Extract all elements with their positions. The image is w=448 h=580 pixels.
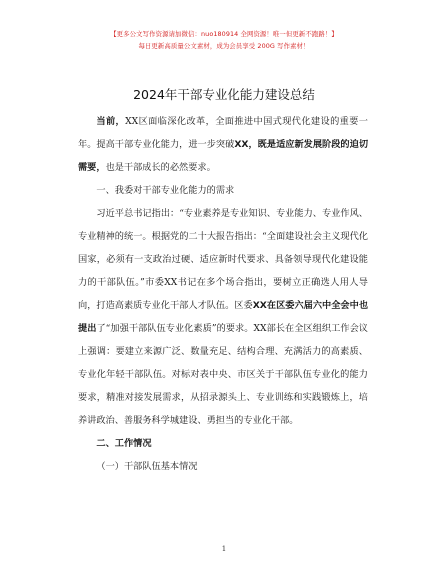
intro-paragraph xyxy=(78,110,368,179)
promo-banner-line-2: 每日更新高质量公文素材，成为会员享受 200G 写作素材！ xyxy=(138,42,310,50)
document-title: 2024年干部专业化能力建设总结 xyxy=(133,87,315,102)
intro-bold-text: XX，既是适 xyxy=(234,139,286,150)
section-heading-2: 二、工作情况 xyxy=(96,438,152,449)
document-body xyxy=(78,110,368,478)
intro-tail-bold-text: 应新发展阶段的迫切需要， xyxy=(78,139,369,173)
section-1-paragraph xyxy=(78,202,368,432)
section-1-bold-text: XX在区委六届六中全会中也提出 xyxy=(78,300,369,334)
intro-lead: 当前， xyxy=(96,116,126,127)
section-1-tail-text: 了“加强干部队伍专业化素质”的要求。XX部长在全区组织工作会议上强调：要建立来源广泛、数量充足、结构合理、充满活力的高素质、专业化年轻干部队伍。对标对表中央、市区关于干部队伍专业化的能力要求，精准对接发展需求，从招录源头上、专业训练和实践锻炼上，培养讲政治、善服务科学城建设、勇担当的专业化干部。 xyxy=(78,323,368,426)
intro-tail-text: 也是干部成长的必然要求。 xyxy=(105,162,216,173)
subsection-heading-1: （一）干部队伍基本情况 xyxy=(96,461,198,472)
section-1-text: 习近平总书记指出：“专业素养是专业知识、专业能力、专业作风、专业精神的统一。根据党的二十大报告指出：“全面建设社会主义现代化国家，必须有一支政治过硬、适应新时代要求、具备领导现代化建设能力的干部队伍。”市委XX书记在多个场合指出，要树立正确选人用人导向，打造高素质专业化干部人才队伍。区委 xyxy=(78,208,368,311)
page-number: 1 xyxy=(221,545,227,553)
section-heading-1: 一、我委对干部专业化能力的需求 xyxy=(96,185,235,196)
promo-banner xyxy=(0,28,448,52)
promo-banner-line-1: 【更多公文写作资源请加微信：nuo180914 全网资源！唯一但更新不跑路！】 xyxy=(110,30,338,38)
intro-text: XX区面临深化改革，全面推进中国式现代化建设的重要一年。提高干部专业化能力，进一步突破 xyxy=(78,116,368,150)
